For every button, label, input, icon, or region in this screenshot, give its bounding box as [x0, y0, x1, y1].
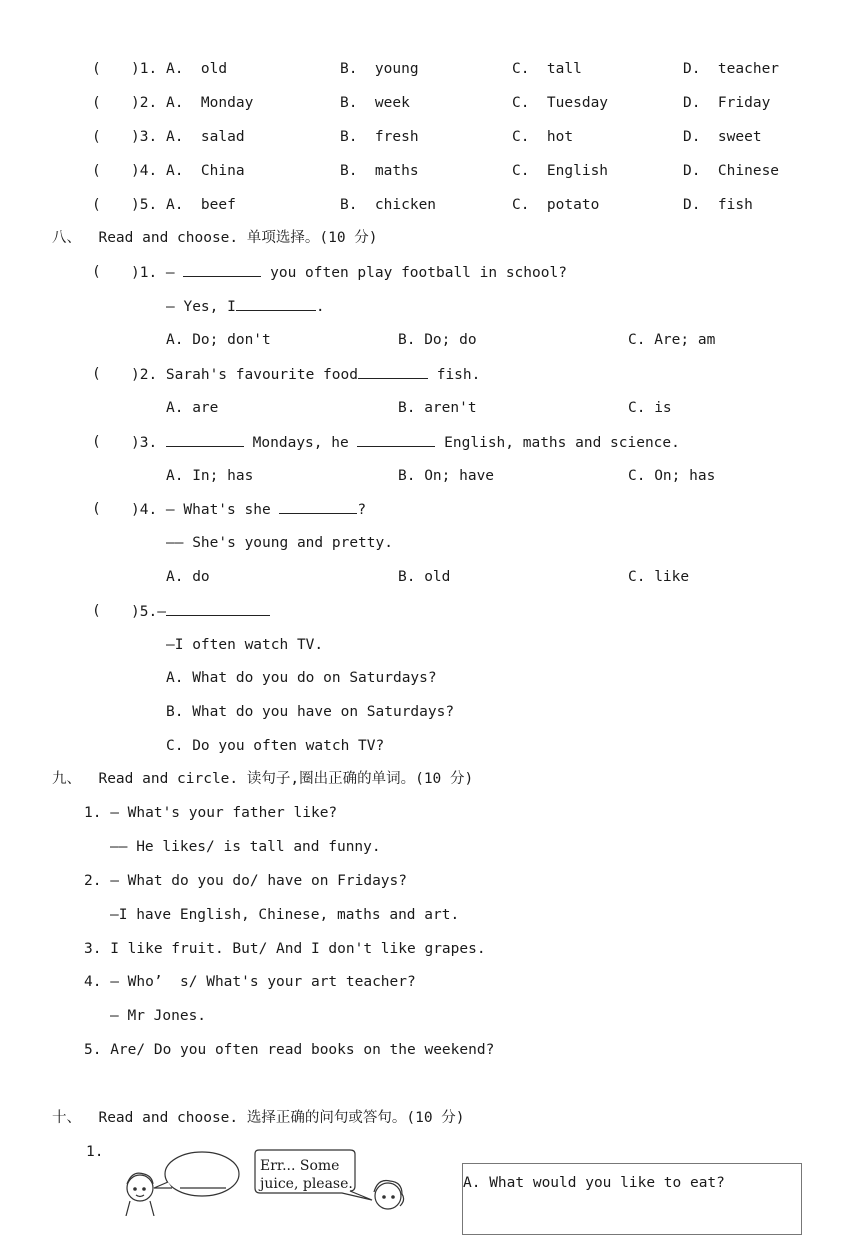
- option-c: C. tall: [512, 61, 582, 77]
- option-a: A. China: [166, 163, 245, 179]
- fill-blank[interactable]: [183, 262, 261, 277]
- girl-icon: [374, 1180, 404, 1209]
- answer-paren[interactable]: (: [92, 501, 101, 517]
- fill-blank[interactable]: [236, 296, 316, 311]
- fill-blank[interactable]: [166, 432, 244, 447]
- question-5-reply: —I often watch TV.: [166, 637, 324, 653]
- sentence-4-reply: — Mr Jones.: [110, 1008, 207, 1024]
- option-a: A. beef: [166, 197, 236, 213]
- q-number: )2.: [131, 95, 158, 111]
- sentence-1: 1. — What's your father like?: [84, 805, 338, 821]
- option-a: A. Monday: [166, 95, 254, 111]
- question-4-reply: —— She's young and pretty.: [166, 535, 393, 551]
- option-a: A. What would you like to eat?: [463, 1175, 725, 1191]
- option-c: C. hot: [512, 129, 574, 145]
- sentence-4: 4. — Who’ s/ What's your art teacher?: [84, 974, 416, 990]
- answer-paren[interactable]: (: [92, 163, 101, 179]
- option-b: B. What do you have on Saturdays?: [166, 704, 455, 720]
- option-c: C. potato: [512, 197, 600, 213]
- answer-options-box: [462, 1163, 802, 1235]
- question-3: )3. Mondays, he English, maths and science.: [131, 432, 680, 453]
- option-b: B. fresh: [340, 129, 419, 145]
- section-heading: 九、 Read and circle. 读句子,圈出正确的单词。(10 分): [52, 771, 474, 787]
- boy-icon: [126, 1173, 154, 1216]
- option-b: B. maths: [340, 163, 419, 179]
- fill-blank[interactable]: [279, 499, 357, 514]
- option-d: D. Chinese: [683, 163, 780, 179]
- option-b: B. young: [340, 61, 419, 77]
- fill-blank[interactable]: [166, 601, 270, 616]
- question-1-reply: — Yes, I .: [166, 296, 325, 317]
- option-c: C. Do you often watch TV?: [166, 738, 385, 754]
- option-a: A. What do you do on Saturdays?: [166, 670, 437, 686]
- sentence-5: 5. Are/ Do you often read books on the weekend?: [84, 1042, 495, 1058]
- empty-speech-bubble: [154, 1152, 239, 1196]
- option-a: A. In; has: [166, 468, 254, 484]
- option-a: A. salad: [166, 129, 245, 145]
- q-number: )5.: [131, 197, 158, 213]
- section-heading: 八、 Read and choose. 单项选择。(10 分): [52, 230, 378, 246]
- option-d: D. sweet: [683, 129, 762, 145]
- option-a: A. old: [166, 61, 228, 77]
- answer-paren[interactable]: (: [92, 434, 101, 450]
- option-b: B. On; have: [398, 468, 495, 484]
- option-c: C. On; has: [628, 468, 716, 484]
- option-d: D. fish: [683, 197, 753, 213]
- option-c: C. is: [628, 400, 672, 416]
- section-heading: 十、 Read and choose. 选择正确的问句或答句。(10 分): [52, 1110, 465, 1126]
- answer-paren[interactable]: (: [92, 603, 101, 619]
- option-b: B. Do; do: [398, 332, 477, 348]
- option-b: B. week: [340, 95, 410, 111]
- answer-paren[interactable]: (: [92, 95, 101, 111]
- option-d: D. Friday: [683, 95, 771, 111]
- fill-blank[interactable]: [357, 432, 435, 447]
- answer-paren[interactable]: (: [92, 366, 101, 382]
- answer-paren[interactable]: (: [92, 264, 101, 280]
- answer-paren[interactable]: (: [92, 197, 101, 213]
- sentence-3: 3. I like fruit. But/ And I don't like grapes.: [84, 941, 486, 957]
- q-number: )3.: [131, 129, 158, 145]
- option-a: A. are: [166, 400, 219, 416]
- option-c: C. Tuesday: [512, 95, 609, 111]
- option-c: C. English: [512, 163, 609, 179]
- bubble-text: Err... Some juice, please.: [260, 1158, 353, 1192]
- item-number: 1.: [86, 1144, 104, 1160]
- question-5: )5.—: [131, 601, 270, 622]
- question-2: )2. Sarah's favourite food fish.: [131, 364, 480, 385]
- question-4: )4. — What's she ?: [131, 499, 366, 520]
- option-c: C. like: [628, 569, 690, 585]
- option-a: A. do: [166, 569, 210, 585]
- option-c: C. Are; am: [628, 332, 716, 348]
- fill-blank[interactable]: [358, 364, 428, 379]
- sentence-2-reply: —I have English, Chinese, maths and art.: [110, 907, 460, 923]
- option-d: D. teacher: [683, 61, 780, 77]
- question-1: )1. — you often play football in school?: [131, 262, 567, 283]
- option-b: B. aren't: [398, 400, 477, 416]
- answer-paren[interactable]: (: [92, 129, 101, 145]
- option-b: B. old: [398, 569, 451, 585]
- sentence-2: 2. — What do you do/ have on Fridays?: [84, 873, 408, 889]
- q-number: )4.: [131, 163, 158, 179]
- option-b: B. chicken: [340, 197, 437, 213]
- sentence-1-reply: —— He likes/ is tall and funny.: [110, 839, 381, 855]
- answer-paren[interactable]: (: [92, 61, 101, 77]
- q-number: )1.: [131, 61, 158, 77]
- option-a: A. Do; don't: [166, 332, 271, 348]
